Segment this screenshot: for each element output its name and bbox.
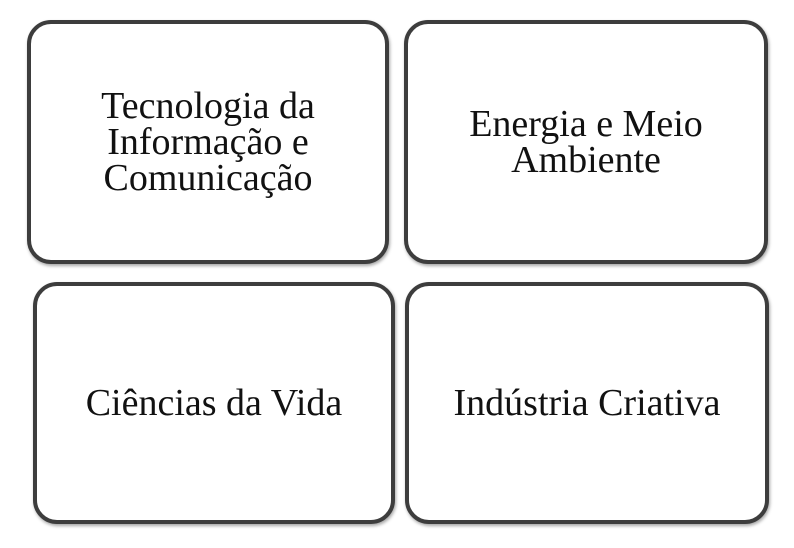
card-energia-meio-ambiente[interactable] bbox=[404, 20, 768, 264]
card-tecnologia-informacao-comunicacao[interactable] bbox=[27, 20, 389, 264]
card-label: Indústria Criativa bbox=[453, 382, 721, 424]
card-label: Tecnologia da Informação e Comunicação bbox=[101, 85, 315, 199]
card-label: Ciências da Vida bbox=[85, 382, 343, 424]
card-ciencias-da-vida[interactable] bbox=[33, 282, 395, 524]
card-label: Energia e Meio Ambiente bbox=[469, 103, 703, 181]
card-industria-criativa[interactable] bbox=[405, 282, 769, 524]
